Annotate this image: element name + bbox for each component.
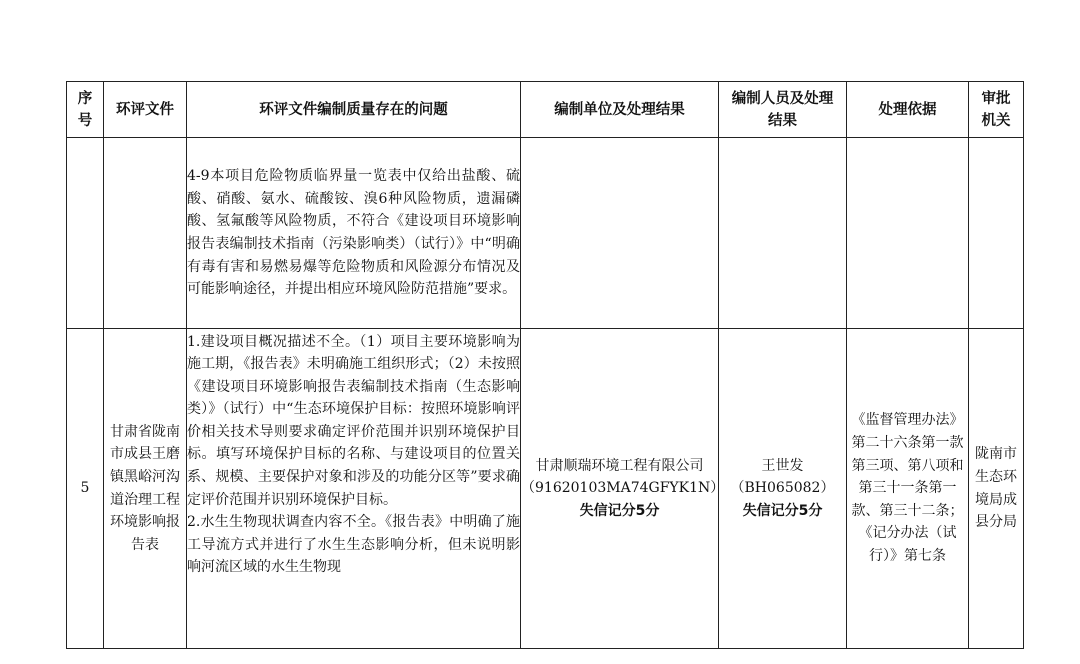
problem-paragraph: 4-9本项目危险物质临界量一览表中仅给出盐酸、硫酸、硝酸、氨水、硫酸铵、溴6种风险物质，遗漏磷酸、氢氟酸等风险物质，不符合《建设项目环境影响报告表编制技术指南（污染影响类）（试行）》中“明确有毒有害和易燃易爆等危险物质和风险源分布情况及可能影响途径，并提出相应环境风险防范措施”要求。 xyxy=(187,168,520,298)
header-basis: 处理依据 xyxy=(847,82,969,138)
table-row xyxy=(67,138,1024,329)
cell-authority: 陇南市生态环境局成县分局 xyxy=(969,329,1024,649)
cell-unit xyxy=(521,138,719,329)
header-seq: 序号 xyxy=(67,82,104,138)
cell-file xyxy=(104,138,187,329)
person-code: （BH065082） xyxy=(730,480,835,497)
problem-paragraph: 1.建设项目概况描述不全。（1）项目主要环境影响为施工期，《报告表》未明确施工组织形式；（2）未按照《建设项目环境影响报告表编制技术指南（生态影响类）》（试行）中“生态环境保护目标：按照环境影响评价相关技术导则要求确定评价范围并识别环境保护目标。填写环境保护目标的名称、与建设项目的位置关系、规模、主要保护对象和涉及的功能分区等”要求确定评价范围并识别环境保护目标。 xyxy=(187,333,520,508)
penalty-table xyxy=(66,81,1024,649)
header-unit: 编制单位及处理结果 xyxy=(521,82,719,138)
cell-authority xyxy=(969,138,1024,329)
cell-file: 甘肃省陇南市成县王磨镇黑峪河沟道治理工程环境影响报告表 xyxy=(104,329,187,649)
cell-basis: 《监督管理办法》第二十六条第一款第三项、第八项和第三十一条第一款、第三十二条；《记分办法（试行）》第七条 xyxy=(847,329,969,649)
cell-basis xyxy=(847,138,969,329)
cell-problem xyxy=(187,329,521,649)
problem-paragraph: 2.水生生物现状调查内容不全。《报告表》中明确了施工导流方式并进行了水生生态影响分析，但未说明影响河流区域的水生生物现 xyxy=(187,514,520,576)
unit-result: 失信记分5分 xyxy=(579,502,660,519)
header-problem: 环评文件编制质量存在的问题 xyxy=(187,82,521,138)
cell-personnel xyxy=(719,138,847,329)
person-name: 王世发 xyxy=(761,457,804,474)
unit-code: （91620103MA74GFYK1N） xyxy=(521,480,725,497)
table-row xyxy=(67,329,1024,649)
person-result: 失信记分5分 xyxy=(742,502,823,519)
cell-problem xyxy=(187,138,521,329)
header-authority: 审批机关 xyxy=(969,82,1024,138)
header-file: 环评文件 xyxy=(104,82,187,138)
cell-seq: 5 xyxy=(67,329,104,649)
cell-personnel xyxy=(719,329,847,649)
unit-name: 甘肃顺瑞环境工程有限公司 xyxy=(535,457,704,474)
cell-seq xyxy=(67,138,104,329)
table-header-row xyxy=(67,82,1024,138)
cell-unit xyxy=(521,329,725,649)
header-personnel: 编制人员及处理结果 xyxy=(719,82,847,138)
